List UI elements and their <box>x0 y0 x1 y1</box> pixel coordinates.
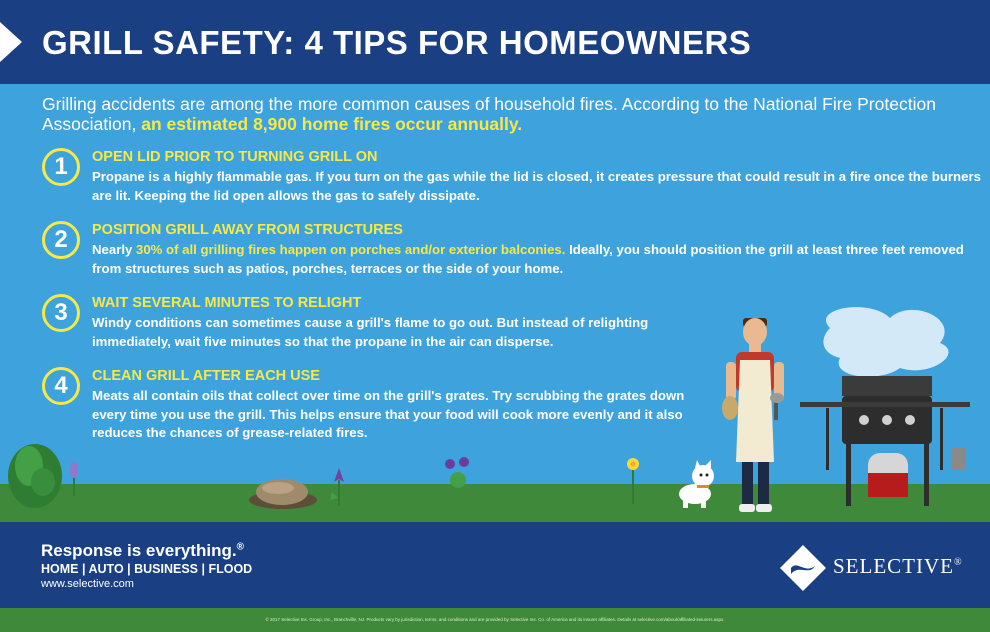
tip-body-2-highlight: 30% of all grilling fires happen on porches and/or exterior balconies. <box>136 242 566 257</box>
intro-text: Grilling accidents are among the more common causes of household fires. According to the National Fire Protection Association, <box>42 94 936 134</box>
tagline <box>41 541 244 561</box>
tip-number-1: 1 <box>42 148 80 186</box>
intro-paragraph <box>42 94 962 134</box>
selective-diamond-logo-icon <box>779 544 827 592</box>
tip-1 <box>42 148 987 214</box>
brand-name <box>833 554 963 579</box>
lavender-flower-illustration <box>66 462 82 496</box>
header-banner <box>0 0 990 84</box>
tip-body-2-prefix: Nearly <box>92 242 136 257</box>
page-title: GRILL SAFETY: 4 TIPS FOR HOMEOWNERS <box>42 24 752 61</box>
tip-4 <box>42 367 702 452</box>
legal-disclaimer: © 2017 Selective Ins. Group, Inc., Branchville, NJ. Products vary by jurisdiction, terms, and conditions and are provided by Selective Ins. Co. of America and its insurer affiliates. Details at selective.com/about/affiliated-insurers.aspx. <box>0 608 990 632</box>
violet-flower-illustration <box>440 454 476 494</box>
tip-number-3: 3 <box>42 294 80 332</box>
tip-number-2: 2 <box>42 221 80 259</box>
tip-title-3: WAIT SEVERAL MINUTES TO RELIGHT <box>92 295 362 311</box>
footer-banner <box>0 522 990 608</box>
website-link[interactable]: www.selective.com <box>41 578 134 590</box>
tip-title-2: POSITION GRILL AWAY FROM STRUCTURES <box>92 222 403 238</box>
chef-illustration <box>722 312 798 514</box>
bush-illustration <box>5 432 65 508</box>
tip-body-2-suffix: Ideally, you should position the grill at least three feet removed from structures such as patios, porches, terraces or the side of your home. <box>92 242 964 276</box>
tagline-registered-mark: ® <box>236 541 244 553</box>
chevron-icon <box>0 22 22 62</box>
tip-body-1: Propane is a highly flammable gas. If you turn on the gas while the lid is closed, it creates pressure that could result in a fire once the burners are lit. Keeping the lid open allows the gas to safely dissipate. <box>92 169 981 203</box>
tip-body-2 <box>92 241 987 278</box>
tip-body-4: Meats all contain oils that collect over time on the grill's grates. Try scrubbing the grates down every time you use the grill. This helps ensure that your food will cook more evenly and it also reduces the chances of grease-related fires. <box>92 388 685 440</box>
brand-registered-mark: ® <box>953 557 963 568</box>
dog-illustration <box>673 460 717 508</box>
daffodil-flower-illustration <box>622 456 644 504</box>
lines-of-business: HOME | AUTO | BUSINESS | FLOOD <box>41 562 253 576</box>
intro-highlight: an estimated 8,900 home fires occur annually. <box>141 114 523 134</box>
tip-3 <box>42 294 662 360</box>
rock-illustration <box>248 474 318 510</box>
tip-number-4: 4 <box>42 367 80 405</box>
crocus-flower-illustration <box>324 466 354 506</box>
tip-title-4: CLEAN GRILL AFTER EACH USE <box>92 368 320 384</box>
tagline-text: Response is everything. <box>41 541 237 560</box>
brand-text: SELECTIVE <box>833 554 954 578</box>
tip-title-1: OPEN LID PRIOR TO TURNING GRILL ON <box>92 149 378 165</box>
grill-illustration <box>800 298 970 510</box>
tip-body-3: Windy conditions can sometimes cause a grill's flame to go out. But instead of relighting immediately, wait five minutes so that the propane in the air can disperse. <box>92 315 649 349</box>
tip-2 <box>42 221 987 287</box>
